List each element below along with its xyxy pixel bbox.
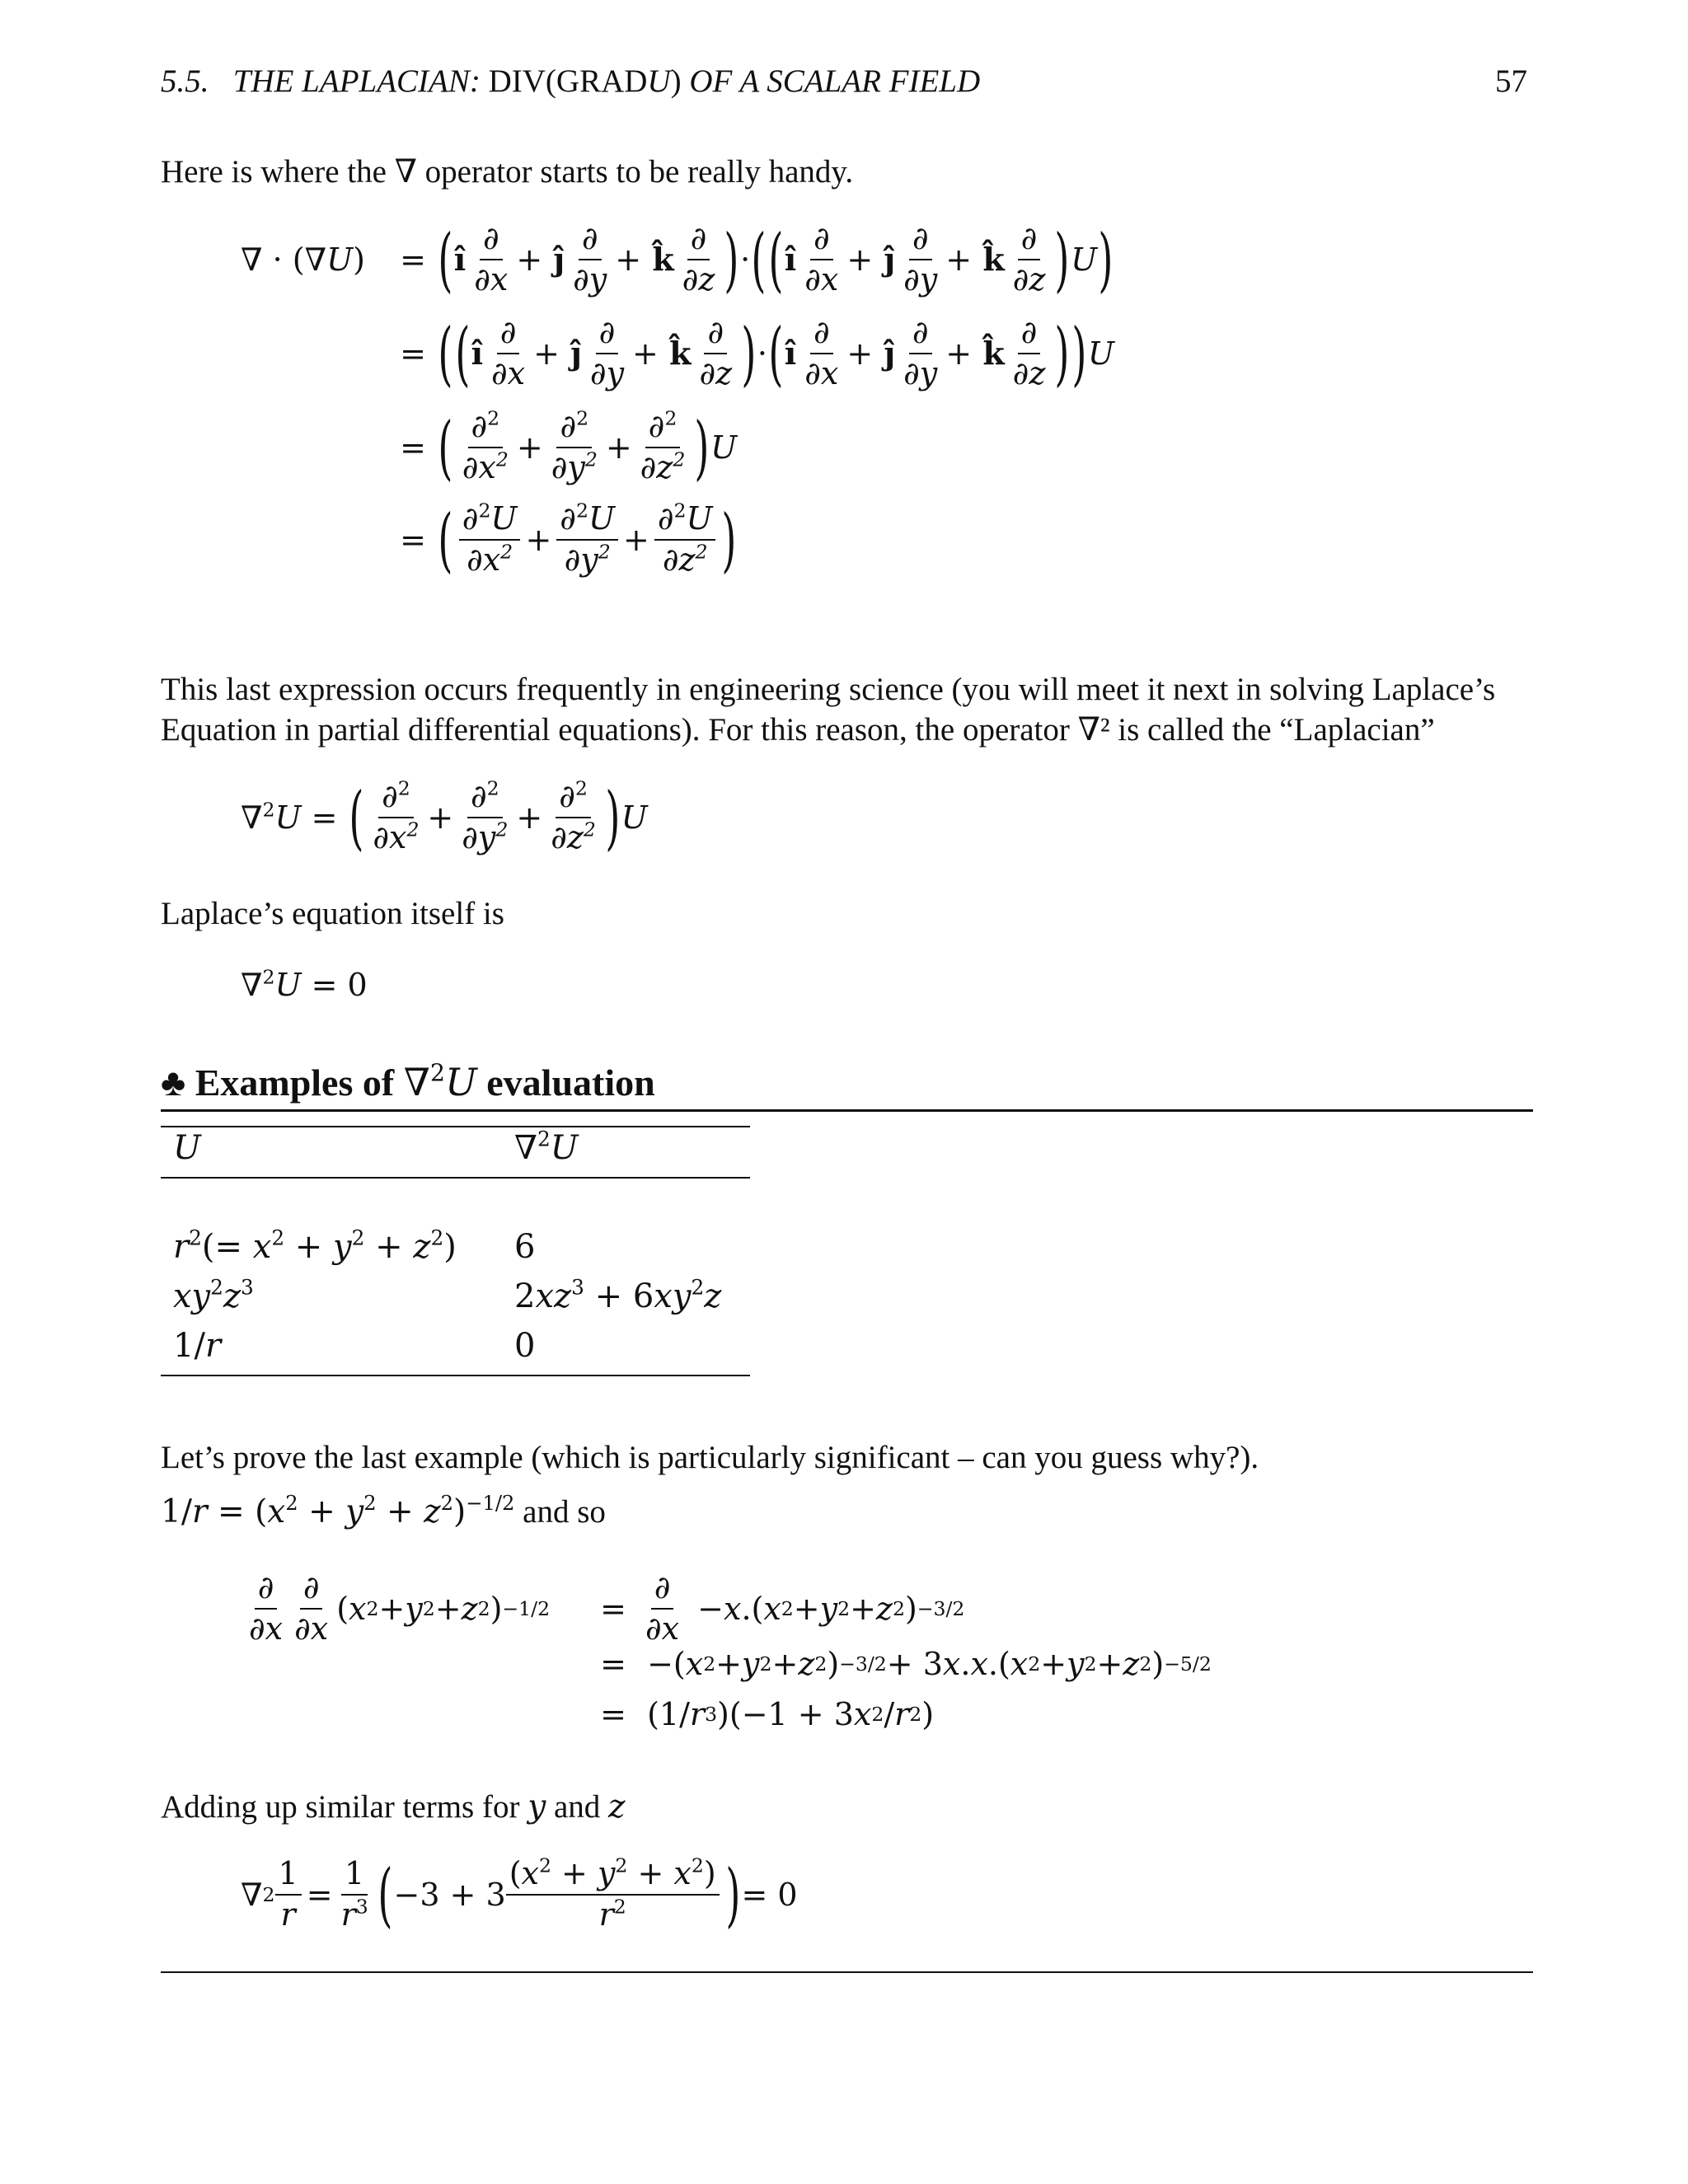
proof-intro: Let’s prove the last example (which is particularly significant – can you guess why?). [161, 1440, 1259, 1475]
header-title-part: DIV(GRAD [488, 63, 648, 99]
table-row-3-u: 1/r [173, 1327, 222, 1365]
second-deriv-lhs: $\frac{\partial}{\partial x}$ $\frac{\partial}{\partial x}$ ( x 2 + y 2 + z 2 ) −1/2 [249, 1569, 551, 1647]
laplacian-paragraph: This last expression occurs frequently in engineering science (you will meet it next in solving Laplace’s Equation in partial differential equations). For this reason, the operator ∇² is called the “Laplacian” [161, 672, 1496, 748]
laplace-eq-label: Laplace’s equation itself is [161, 896, 504, 931]
table-bottom-rule [161, 1375, 750, 1376]
intro-paragraph: Here is where the ∇ operator starts to be really handy. [161, 154, 854, 190]
table-row-2-value: $2xz^3 + 6xy^2z$ [514, 1275, 722, 1315]
section-title-part: Examples of [195, 1062, 395, 1104]
laplace-equation: ∇$^2$U = 0 [241, 965, 368, 1003]
table-header-rule [161, 1177, 750, 1179]
table-row-3-value: 0 [514, 1327, 536, 1365]
table-top-rule [161, 1126, 750, 1127]
table-row-1-u: $r^2(= x^2 + y^2 + z^2)$ [173, 1226, 457, 1266]
derivation-lhs: ∇ · (∇U) [241, 241, 365, 278]
derivation-line-3: = ( $\frac{\partial^2}{\partial x^2}$ + $\frac{\partial^2}{\partial y^2}$ + $\frac{\partial^2}{\partial z^2}$ ) U [389, 409, 737, 485]
derivation-line-1: ∇ · (∇U) = ( î $\frac{\partial}{\partial x}$ + ĵ $\frac{\partial}{\partial y}$ + k̂ $\frac{\partial}{\partial z}$ ) · ( ( î $\frac{\partial}{\partial x}$ + ĵ $\frac{\partial}{\partial y}$ + k̂ $\frac{\partial}{\partial z}$ ) U ) [241, 218, 1114, 300]
proof-and-so: and so [523, 1494, 606, 1530]
second-deriv-line-2: = −( x 2 + y 2 + z 2 ) −3/2 + 3 x . x .( x 2 + y 2 + z 2 ) −5/2 [589, 1646, 1212, 1682]
second-deriv-line-1: = $\frac{\partial}{\partial x}$ − x .( x 2 + y 2 + z 2 ) −3/2 [589, 1570, 964, 1647]
section-rule [161, 1109, 1533, 1112]
running-header [161, 63, 980, 100]
table-row-1-value: 6 [514, 1228, 536, 1266]
header-title-part: ) [670, 63, 682, 99]
equals-sign: = [400, 429, 426, 466]
derivation-line-2: = ( ( î $\frac{\partial}{\partial x}$ + ĵ $\frac{\partial}{\partial y}$ + k̂ $\frac{\partial}{\partial z}$ ) · ( î $\frac{\partial}{\partial x}$ + ĵ $\frac{\partial}{\partial y}$ + k̂ $\frac{\partial}{\partial z}$ ) ) U [389, 315, 1114, 391]
equals-sign: = [600, 1646, 626, 1682]
table-row-2-u: $xy^2z^3$ [173, 1275, 254, 1315]
final-equation: ∇ 2 $\frac{1}{r}$ = $\frac{1}{r^3}$ ( −3 + 3 $\frac{(x^2 + y^2 + x^2)}{r^2}$ ) = 0 [241, 1854, 798, 1935]
section-heading: ♣ Examples of ∇$^2$U evaluation [161, 1059, 655, 1104]
club-icon: ♣ [161, 1062, 186, 1104]
table-header-laplacian: ∇$^2$U [514, 1127, 579, 1167]
proof-line: $1/r = (x^2 + y^2 + z^2)^{-1/2}$ and so [161, 1492, 606, 1530]
page-number: 57 [1495, 63, 1527, 99]
table-header-u: U [173, 1129, 201, 1167]
laplacian-definition: ∇$^2$U = ( $\frac{\partial^2}{\partial x^2}$ + $\frac{\partial^2}{\partial y^2}$ + $\frac{\partial^2}{\partial z^2}$ ) U [241, 776, 648, 858]
second-deriv-line-3: = (1/ r 3 )(−1 + 3 x 2 / r 2 ) [589, 1696, 934, 1732]
header-title-part: U [647, 63, 671, 99]
equals-sign: = [400, 521, 426, 558]
header-section-number: 5.5. [161, 63, 209, 99]
equals-sign: = [600, 1590, 626, 1627]
derivation-line-4: = ( $\frac{\partial^2U}{\partial x^2}$ + $\frac{\partial^2U}{\partial y^2}$ + $\frac{\partial^2U}{\partial z^2}$ ) [389, 501, 738, 578]
equals-sign: = [600, 1696, 626, 1732]
equals-sign: = [400, 335, 426, 372]
header-title-part: OF A SCALAR FIELD [689, 63, 981, 99]
equals-sign: = [400, 241, 426, 278]
adding-text: Adding up similar terms for y and z [161, 1788, 626, 1825]
bottom-rule [161, 1971, 1533, 1973]
header-title-part: THE LAPLACIAN: [232, 63, 481, 99]
section-title-part: evaluation [486, 1062, 655, 1104]
